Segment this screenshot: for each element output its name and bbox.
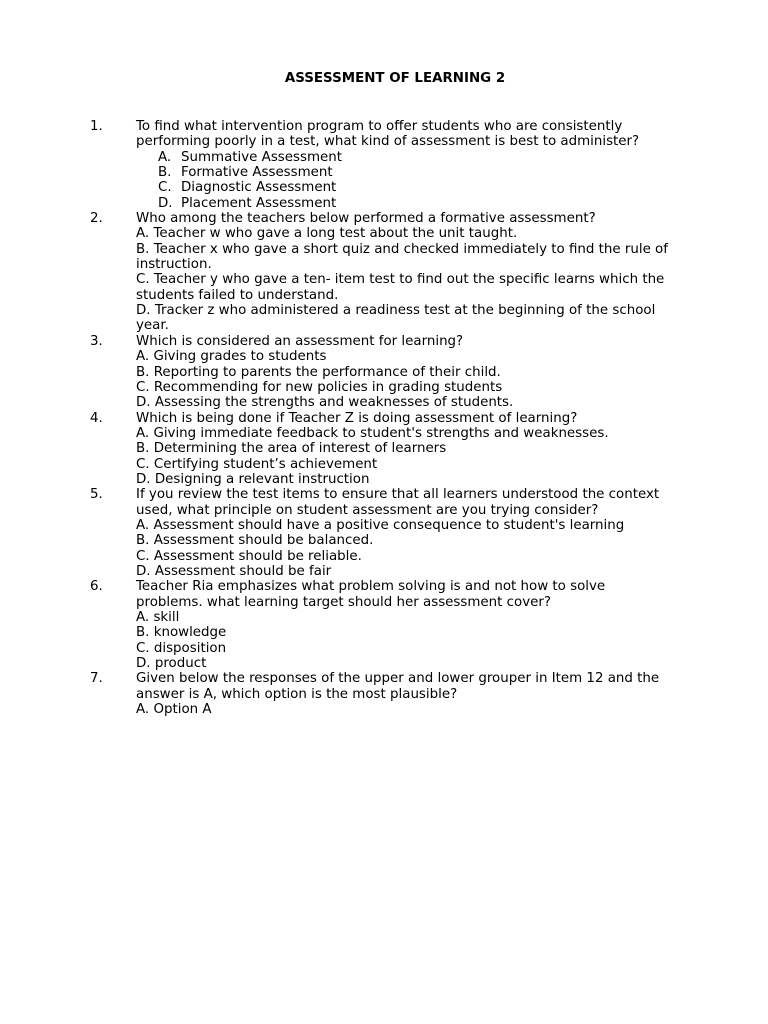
option-item: D. Tracker z who administered a readiness test at the beginning of the school year. [136,303,656,334]
question-item [0,579,676,671]
option-list [136,226,676,333]
option-item: A. Option A [136,702,212,718]
question-text: Teacher Ria emphasizes what problem solving is and not how to solve problems. what learning target should her assessment cover? [136,579,606,610]
option-item [136,150,676,165]
question-item [0,487,676,579]
option-list [136,702,676,717]
option-item [136,196,676,211]
option-item: D. product [136,656,207,672]
question-item [0,671,676,717]
question-text: Who among the teachers below performed a formative assessment? [136,211,596,227]
option-text: Placement Assessment [181,195,337,211]
question-number: 5. [90,487,103,503]
question-number: 4. [90,410,103,426]
option-item: D. Assessing the strengths and weaknesses of students. [136,395,514,411]
option-item: B. Teacher x who gave a short quiz and checked immediately to find the rule of instruction. [136,241,668,273]
question-number: 7. [90,671,103,687]
option-text: Formative Assessment [181,165,333,181]
option-list [136,349,676,410]
option-list [136,610,676,671]
option-letter: D. [158,195,173,211]
question-item [0,211,676,334]
option-item: C. Recommending for new policies in grading students [136,379,503,395]
option-item: D. Designing a relevant instruction [136,471,370,487]
question-list [0,119,768,717]
option-item: D. Assessment should be fair [136,563,332,579]
option-letter: C. [158,180,172,196]
option-item [136,165,676,180]
question-number: 2. [90,211,103,227]
option-list [136,426,676,487]
option-item: C. Certifying student’s achievement [136,456,378,472]
option-letter: B. [158,165,172,181]
question-text: If you review the test items to ensure that all learners understood the context used, what principle on student assessment are you trying consider? [136,487,660,518]
option-item: C. Assessment should be reliable. [136,548,362,564]
question-number: 6. [90,579,103,595]
option-item: A. Teacher w who gave a long test about the unit taught. [136,226,518,242]
question-text: To find what intervention program to offer students who are consistently performing poorly in a test, what kind of assessment is best to administer? [136,119,640,150]
question-item [0,411,676,488]
option-item: A. Giving grades to students [136,349,327,365]
question-item [0,334,676,411]
option-item: B. Assessment should be balanced. [136,533,374,549]
question-text: Given below the responses of the upper and lower grouper in Item 12 and the answer is A, which option is the most plausible? [136,671,660,702]
option-text: Summative Assessment [181,149,342,165]
option-item: A. Assessment should have a positive consequence to student's learning [136,517,625,533]
question-item [0,119,676,211]
option-letter: A. [158,149,172,165]
option-item: C. Teacher y who gave a ten- item test to find out the specific learns which the students failed to understand. [136,272,665,303]
question-number: 3. [90,333,103,349]
option-item: B. Determining the area of interest of learners [136,441,447,457]
question-number: 1. [90,119,103,134]
option-list [136,518,676,579]
option-item: C. disposition [136,640,227,656]
option-item: B. knowledge [136,625,227,641]
option-item: A. skill [136,610,180,625]
option-item: A. Giving immediate feedback to student's strengths and weaknesses. [136,425,609,441]
question-text: Which is considered an assessment for learning? [136,333,464,349]
document-title: ASSESSMENT OF LEARNING 2 [284,71,506,86]
option-item: B. Reporting to parents the performance of their child. [136,364,501,380]
option-item [136,180,676,195]
option-text: Diagnostic Assessment [181,180,337,196]
question-text: Which is being done if Teacher Z is doing assessment of learning? [136,410,578,426]
option-list [136,150,676,211]
